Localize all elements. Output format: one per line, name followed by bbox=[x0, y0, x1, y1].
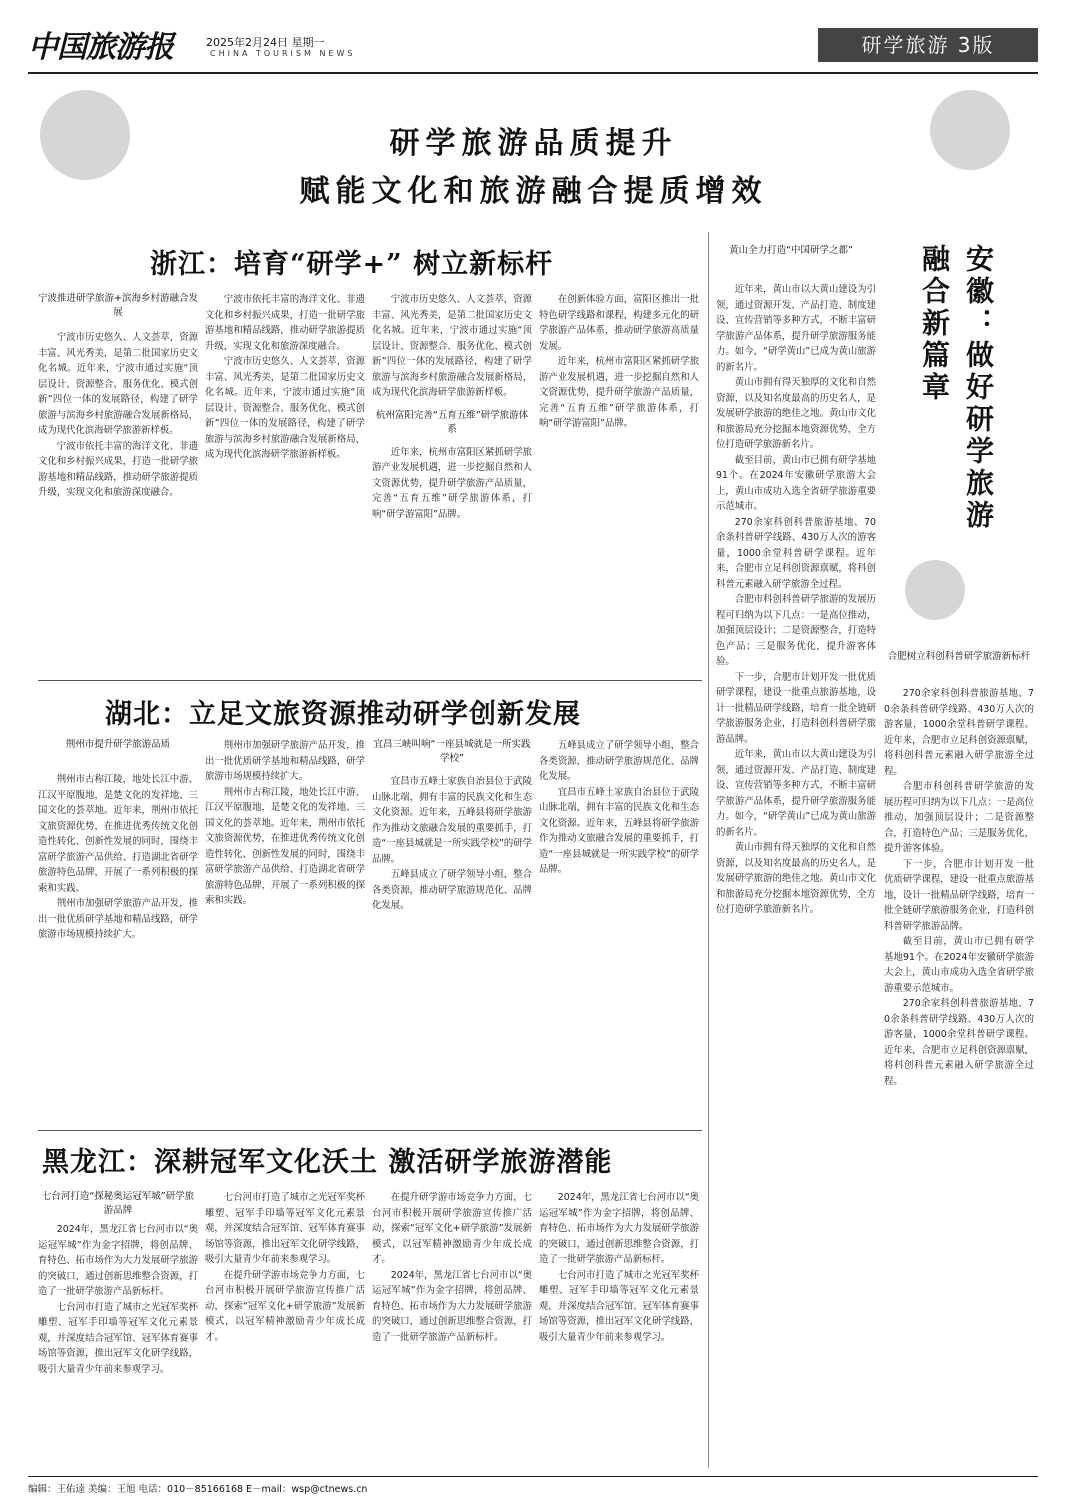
hubei-paragraph-1b: 荆州市古称江陵，地处长江中游、江汉平原腹地，是楚文化的发祥地、三国文化的荟萃地。近年来，荆州市依托文旅资源优势，在推进优秀传统文化创造性转化、创新性发展的同时，围绕丰富研学旅游产品供给、打造湖北省研学旅游特色品牌，开展了一系列积极的探索和实践。 bbox=[205, 786, 365, 906]
anhui-column-1 bbox=[716, 282, 876, 1468]
newspaper-logo: 中国旅游报 bbox=[28, 30, 173, 65]
zhejiang-column-1 bbox=[38, 330, 198, 670]
issue-date: 2025年2月24日 星期一 bbox=[206, 36, 325, 49]
heilongjiang-paragraph-2c: 七台河市打造了城市之光冠军奖杯雕塑、冠军手印墙等冠军文化元素景观，并深度结合冠军馆、冠军体育赛事场馆等资源，推出冠军文化研学线路，吸引大量青少年前来参观学习。 bbox=[539, 1269, 699, 1343]
hubei-paragraph-3b: 宜昌市五峰土家族自治县位于武陵山脉北端，拥有丰富的民族文化和生态文化资源。近年来，五峰县将研学旅游作为推动文旅融合发展的重要抓手，打造“一座县城就是一所实践学校”的研学品牌。 bbox=[539, 786, 699, 875]
zhejiang-subhead-1: 宁波推进研学旅游+滨海乡村游融合发展 bbox=[38, 293, 198, 318]
headline-line-1: 研学旅游品质提升 bbox=[389, 126, 678, 161]
heilongjiang-paragraph-3b: 在提升研学游市场竞争力方面，七台河市积极开展研学旅游宣传推广活动，探索“冠军文化+研学旅游”发展新模式，以冠军精神激励青少年成长成才。 bbox=[372, 1192, 532, 1265]
heilongjiang-paragraph-1b: 2024年，黑龙江省七台河市以“奥运冠军城”作为金字招牌，将创品牌、育特色、拓市场作为大力发展研学旅游的突破口，通过创新思维整合资源，打造了一批研学旅游产品新标杆。 bbox=[372, 1269, 532, 1343]
zhejiang-paragraph-4: 在创新体验方面，富阳区推出一批特色研学线路和课程，构建多元化的研学旅游产品体系，推动研学旅游高质量发展。 bbox=[539, 294, 699, 352]
anhui-paragraph-6b: 下一步，合肥市计划开发一批优质研学课程，建设一批重点旅游基地，设计一批精品研学线路，培育一批全链研学旅游服务企业，打造科创科普研学旅游品牌。 bbox=[716, 671, 876, 745]
zhejiang-column-3 bbox=[372, 292, 532, 670]
anhui-section-title: 安徽：做好研学旅游融合新篇章 bbox=[918, 244, 995, 532]
anhui-paragraph-4b: 270余家科创科普旅游基地、70余条科普研学线路、430万人次的游客量，1000余堂科普研学课程。近年来，合肥市立足科创资源禀赋，将科创科普元素融入研学旅游全过程。 bbox=[716, 516, 876, 590]
anhui-subhead-2: 合肥树立科创科普研学旅游新标杆 bbox=[887, 651, 1031, 662]
heilongjiang-column-2 bbox=[205, 1190, 365, 1468]
decor-sphere-anhui bbox=[905, 560, 965, 620]
heilongjiang-paragraph-1c: 2024年，黑龙江省七台河市以“奥运冠军城”作为金字招牌，将创品牌、育特色、拓市场作为大力发展研学旅游的突破口，通过创新思维整合资源，打造了一批研学旅游产品新标杆。 bbox=[539, 1192, 699, 1265]
anhui-paragraph-1: 近年来，黄山市以大黄山建设为引领，通过资源开发、产品打造、制度建设、宣传营销等多种方式，不断丰富研学旅游产品体系，提升研学旅游服务能力。如今，“研学黄山”已成为黄山旅游的新名片。 bbox=[716, 284, 876, 373]
masthead-rule bbox=[28, 72, 1038, 74]
anhui-paragraph-4c: 270余家科创科普旅游基地、70余条科普研学线路、430万人次的游客量，1000余堂科普研学课程。近年来，合肥市立足科创资源禀赋，将科创科普元素融入研学旅游全过程。 bbox=[884, 998, 1034, 1087]
zhejiang-bottom-rule bbox=[38, 680, 702, 681]
anhui-paragraph-2: 黄山市拥有得天独厚的文化和自然资源，以及知名度最高的历史名人，是发展研学旅游的绝佳之地。黄山市文化和旅游局充分挖掘本地资源优势，全方位打造研学旅游新名片。 bbox=[716, 377, 876, 450]
heilongjiang-section-title: 黑龙江：深耕冠军文化沃土 激活研学旅游潜能 bbox=[42, 1147, 613, 1178]
zhejiang-subhead-2: 杭州富阳完善“五育五维”研学旅游体系 bbox=[375, 409, 529, 435]
heilongjiang-subhead-1: 七台河打造“探秘奥运冠军城”研学旅游品牌 bbox=[41, 1191, 195, 1216]
heilongjiang-paragraph-2b: 七台河市打造了城市之光冠军奖杯雕塑、冠军手印墙等冠军文化元素景观，并深度结合冠军馆、冠军体育赛事场馆等资源，推出冠军文化研学线路，吸引大量青少年前来参观学习。 bbox=[205, 1192, 365, 1265]
anhui-paragraph-5: 合肥市科创科普研学旅游的发展历程可归纳为以下几点：一是高位推动，加强顶层设计；二是资源整合，打造特色产品；三是服务优化，提升游客体验。 bbox=[884, 781, 1034, 854]
anhui-paragraph-6: 下一步，合肥市计划开发一批优质研学课程，建设一批重点旅游基地，设计一批精品研学线路，培育一批全链研学旅游服务企业，打造科创科普研学旅游品牌。 bbox=[884, 858, 1034, 932]
masthead bbox=[28, 22, 1038, 66]
zhejiang-column-2 bbox=[205, 292, 365, 670]
heilongjiang-column-3 bbox=[372, 1190, 532, 1468]
hubei-subhead-1: 荆州市提升研学旅游品质 bbox=[65, 739, 171, 750]
section-badge: 研学旅游 3版 bbox=[818, 28, 1038, 62]
zhejiang-column-4 bbox=[539, 292, 699, 670]
anhui-paragraph-5b: 合肥市科创科普研学旅游的发展历程可归纳为以下几点：一是高位推动，加强顶层设计；二是资源整合，打造特色产品；三是服务优化，提升游客体验。 bbox=[716, 594, 876, 667]
hubei-column-2 bbox=[205, 738, 365, 1122]
page-footer: 编辑：王佑逵 美编：王旭 电话：010－85166168 E－mail：wsp@ctnews.cn bbox=[28, 1476, 1038, 1495]
hubei-column-4 bbox=[539, 738, 699, 1122]
zhejiang-paragraph-2b: 宁波市依托丰富的海洋文化、非遗文化和乡村振兴成果，打造一批研学旅游基地和精品线路，推动研学旅游提质升级，实现文化和旅游深度融合。 bbox=[205, 294, 365, 352]
zhejiang-paragraph-2: 宁波市依托丰富的海洋文化、非遗文化和乡村振兴成果，打造一批研学旅游基地和精品线路，推动研学旅游提质升级，实现文化和旅游深度融合。 bbox=[38, 440, 198, 498]
heilongjiang-column-1 bbox=[38, 1222, 198, 1468]
anhui-paragraph-4: 270余家科创科普旅游基地、70余条科普研学线路、430万人次的游客量，1000余堂科普研学课程。近年来，合肥市立足科创资源禀赋，将科创科普元素融入研学旅游全过程。 bbox=[884, 688, 1034, 777]
hubei-paragraph-2b: 荆州市加强研学旅游产品开发，推出一批优质研学基地和精品线路，研学旅游市场规模持续扩大。 bbox=[205, 740, 365, 782]
zhejiang-paragraph-1: 宁波市历史悠久、人文荟萃，资源丰富、风光秀美，是第二批国家历史文化名城。近年来，宁波市通过实施“顶层设计、资源整合、服务优化、模式创新”四位一体的发展路径，构建了研学旅游与滨海乡村旅游融合发展新格局，成为现代化滨海研学旅游新样板。 bbox=[38, 332, 198, 436]
anhui-paragraph-3: 截至目前，黄山市已拥有研学基地91个。在2024年安徽研学旅游大会上，黄山市成功入选全省研学旅游重要示范城市。 bbox=[716, 454, 876, 512]
heilongjiang-paragraph-2: 七台河市打造了城市之光冠军奖杯雕塑、冠军手印墙等冠军文化元素景观，并深度结合冠军馆、冠军体育赛事场馆等资源，推出冠军文化研学线路，吸引大量青少年前来参观学习。 bbox=[38, 1301, 198, 1375]
anhui-paragraph-3b: 截至目前，黄山市已拥有研学基地91个。在2024年安徽研学旅游大会上，黄山市成功入选全省研学旅游重要示范城市。 bbox=[884, 936, 1034, 994]
anhui-subhead-1: 黄山全力打造“中国研学之都” bbox=[729, 245, 853, 256]
zhejiang-paragraph-3: 近年来，杭州市富阳区紧抓研学旅游产业发展机遇，进一步挖掘自然和人文资源优势，提升研学旅游产品质量，完善“五育五维”研学旅游体系，打响“研学游富阳”品牌。 bbox=[372, 446, 532, 520]
anhui-paragraph-2b: 黄山市拥有得天独厚的文化和自然资源，以及知名度最高的历史名人，是发展研学旅游的绝佳之地。黄山市文化和旅游局充分挖掘本地资源优势，全方位打造研学旅游新名片。 bbox=[716, 842, 876, 915]
column-divider bbox=[708, 232, 709, 1468]
hubei-paragraph-4b: 五峰县成立了研学领导小组，整合各类资源，推动研学旅游规范化、品牌化发展。 bbox=[539, 740, 699, 782]
hubei-column-3 bbox=[372, 738, 532, 1122]
zhejiang-paragraph-1c: 宁波市历史悠久、人文荟萃，资源丰富、风光秀美，是第二批国家历史文化名城。近年来，宁波市通过实施“顶层设计、资源整合、服务优化、模式创新”四位一体的发展路径，构建了研学旅游与滨海乡村旅游融合发展新格局，成为现代化滨海研学旅游新样板。 bbox=[372, 294, 532, 398]
heilongjiang-paragraph-3: 在提升研学游市场竞争力方面，七台河市积极开展研学旅游宣传推广活动，探索“冠军文化+研学旅游”发展新模式，以冠军精神激励青少年成长成才。 bbox=[205, 1269, 365, 1343]
headline-line-2: 赋能文化和旅游融合提质增效 bbox=[299, 174, 768, 209]
hubei-column-1 bbox=[38, 772, 198, 1122]
hubei-section-title: 湖北：立足文旅资源推动研学创新发展 bbox=[105, 699, 581, 730]
zhejiang-section-title: 浙江：培育“研学+” 树立新标杆 bbox=[150, 249, 554, 280]
hubei-paragraph-3: 宜昌市五峰土家族自治县位于武陵山脉北端，拥有丰富的民族文化和生态文化资源。近年来，五峰县将研学旅游作为推动文旅融合发展的重要抓手，打造“一座县城就是一所实践学校”的研学品牌。 bbox=[372, 776, 532, 865]
masthead-site-text: CHINA TOURISM NEWS bbox=[210, 49, 356, 58]
hubei-paragraph-4: 五峰县成立了研学领导小组，整合各类资源，推动研学旅游规范化、品牌化发展。 bbox=[372, 869, 532, 911]
heilongjiang-column-4 bbox=[539, 1190, 699, 1468]
hubei-subhead-2: 宜昌三峡叫响“一座县城就是一所实践学校” bbox=[373, 739, 531, 764]
anhui-column-2 bbox=[884, 686, 1034, 1468]
zhejiang-paragraph-3b: 近年来，杭州市富阳区紧抓研学旅游产业发展机遇，进一步挖掘自然和人文资源优势，提升研学旅游产品质量，完善“五育五维”研学旅游体系，打响“研学游富阳”品牌。 bbox=[539, 356, 699, 429]
zhejiang-paragraph-1b: 宁波市历史悠久、人文荟萃，资源丰富、风光秀美，是第二批国家历史文化名城。近年来，宁波市通过实施“顶层设计、资源整合、服务优化、模式创新”四位一体的发展路径，构建了研学旅游与滨海乡村旅游融合发展新格局，成为现代化滨海研学旅游新样板。 bbox=[205, 356, 365, 460]
heilongjiang-paragraph-1: 2024年，黑龙江省七台河市以“奥运冠军城”作为金字招牌，将创品牌、育特色、拓市场作为大力发展研学旅游的突破口，通过创新思维整合资源，打造了一批研学旅游产品新标杆。 bbox=[38, 1224, 198, 1297]
hubei-paragraph-2: 荆州市加强研学旅游产品开发，推出一批优质研学基地和精品线路，研学旅游市场规模持续扩大。 bbox=[38, 898, 198, 940]
anhui-paragraph-1b: 近年来，黄山市以大黄山建设为引领，通过资源开发、产品打造、制度建设、宣传营销等多种方式，不断丰富研学旅游产品体系，提升研学旅游服务能力。如今，“研学黄山”已成为黄山旅游的新名片。 bbox=[716, 749, 876, 838]
hubei-paragraph-1: 荆州市古称江陵，地处长江中游、江汉平原腹地，是楚文化的发祥地、三国文化的荟萃地。近年来，荆州市依托文旅资源优势，在推进优秀传统文化创造性转化、创新性发展的同时，围绕丰富研学旅游产品供给、打造湖北省研学旅游特色品牌，开展了一系列积极的探索和实践。 bbox=[38, 774, 198, 894]
hubei-bottom-rule bbox=[38, 1130, 702, 1131]
